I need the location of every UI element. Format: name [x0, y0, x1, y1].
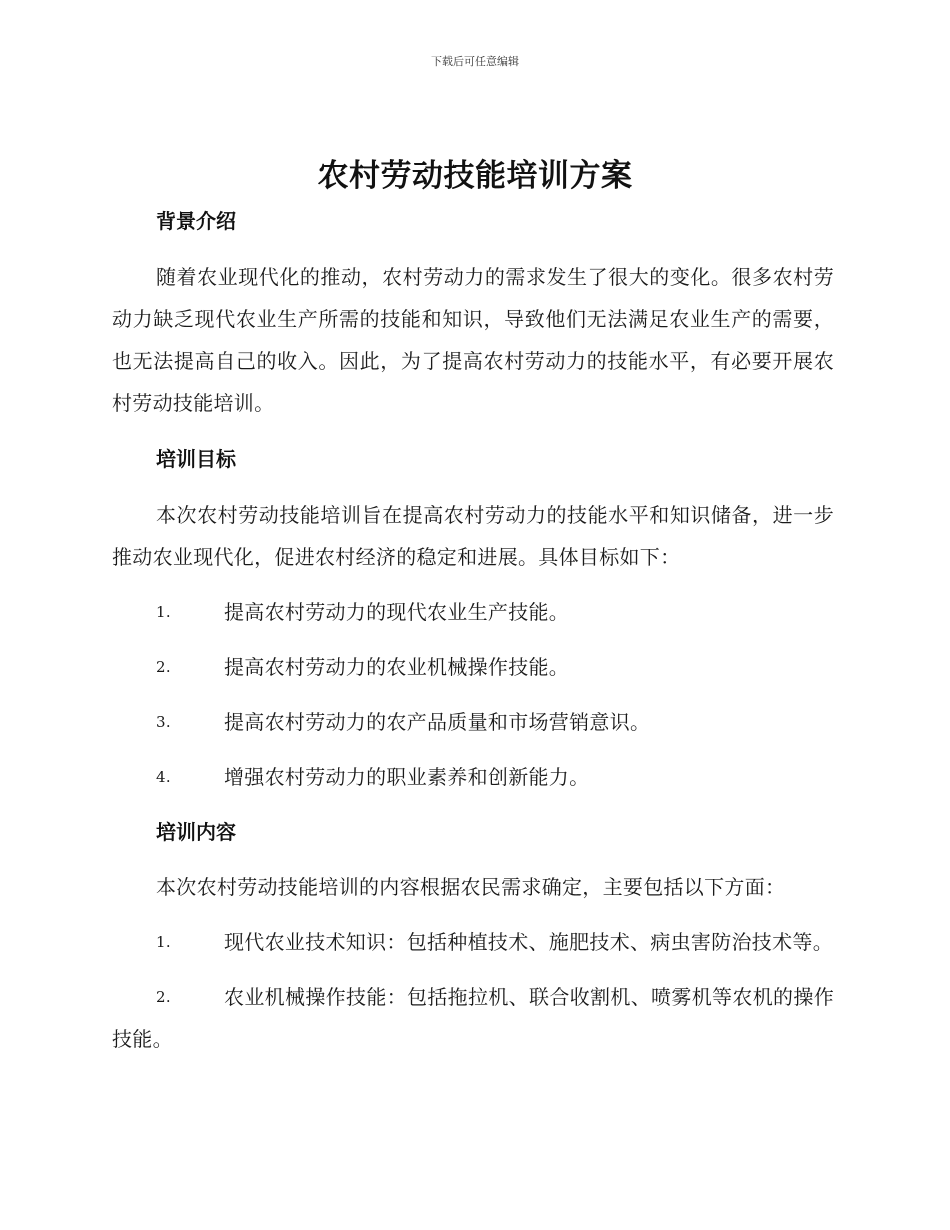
- list-item-number: 1.: [156, 603, 171, 621]
- list-item-number: 4.: [156, 768, 171, 786]
- section-heading-content: 培训内容: [156, 820, 236, 844]
- content-paragraph: 本次农村劳动技能培训的内容根据农民需求确定，主要包括以下方面：: [156, 875, 786, 899]
- list-item-text: 现代农业技术知识：包括种植技术、施肥技术、病虫害防治技术等。: [224, 930, 833, 954]
- document-body: [112, 200, 834, 1073]
- header-note: 下载后可任意编辑: [431, 55, 519, 68]
- background-paragraph: 随着农业现代化的推动，农村劳动力的需求发生了很大的变化。很多农村劳动力缺乏现代农业生产所需的技能和知识，导致他们无法满足农业生产的需要，也无法提高自己的收入。因此，为了提高农村劳动力的技能水平，有必要开展农村劳动技能培训。: [112, 265, 834, 415]
- list-item: [112, 921, 834, 963]
- section-heading-background: 背景介绍: [156, 209, 236, 233]
- list-item-text: 提高农村劳动力的农业机械操作技能。: [224, 655, 570, 679]
- list-item-text: 增强农村劳动力的职业素养和创新能力。: [224, 765, 590, 789]
- list-item: [112, 756, 834, 798]
- list-item-number: 3.: [156, 713, 171, 731]
- goals-paragraph: 本次农村劳动技能培训旨在提高农村劳动力的技能水平和知识储备，进一步推动农业现代化，促进农村经济的稳定和进展。具体目标如下：: [112, 503, 834, 569]
- list-item-number: 2.: [156, 988, 171, 1006]
- list-item: [112, 646, 834, 688]
- content-list: [112, 921, 834, 1060]
- list-item: [112, 701, 834, 743]
- document-title: 农村劳动技能培训方案: [317, 158, 633, 194]
- list-item-text: 提高农村劳动力的现代农业生产技能。: [224, 600, 570, 624]
- list-item: [112, 976, 834, 1060]
- section-heading-goals: 培训目标: [156, 447, 236, 471]
- list-item-text: 农业机械操作技能：包括拖拉机、联合收割机、喷雾机等农机的操作技能。: [112, 985, 834, 1051]
- list-item-number: 1.: [156, 933, 171, 951]
- list-item-number: 2.: [156, 658, 171, 676]
- goals-list: [112, 591, 834, 798]
- list-item: [112, 591, 834, 633]
- list-item-text: 提高农村劳动力的农产品质量和市场营销意识。: [224, 710, 651, 734]
